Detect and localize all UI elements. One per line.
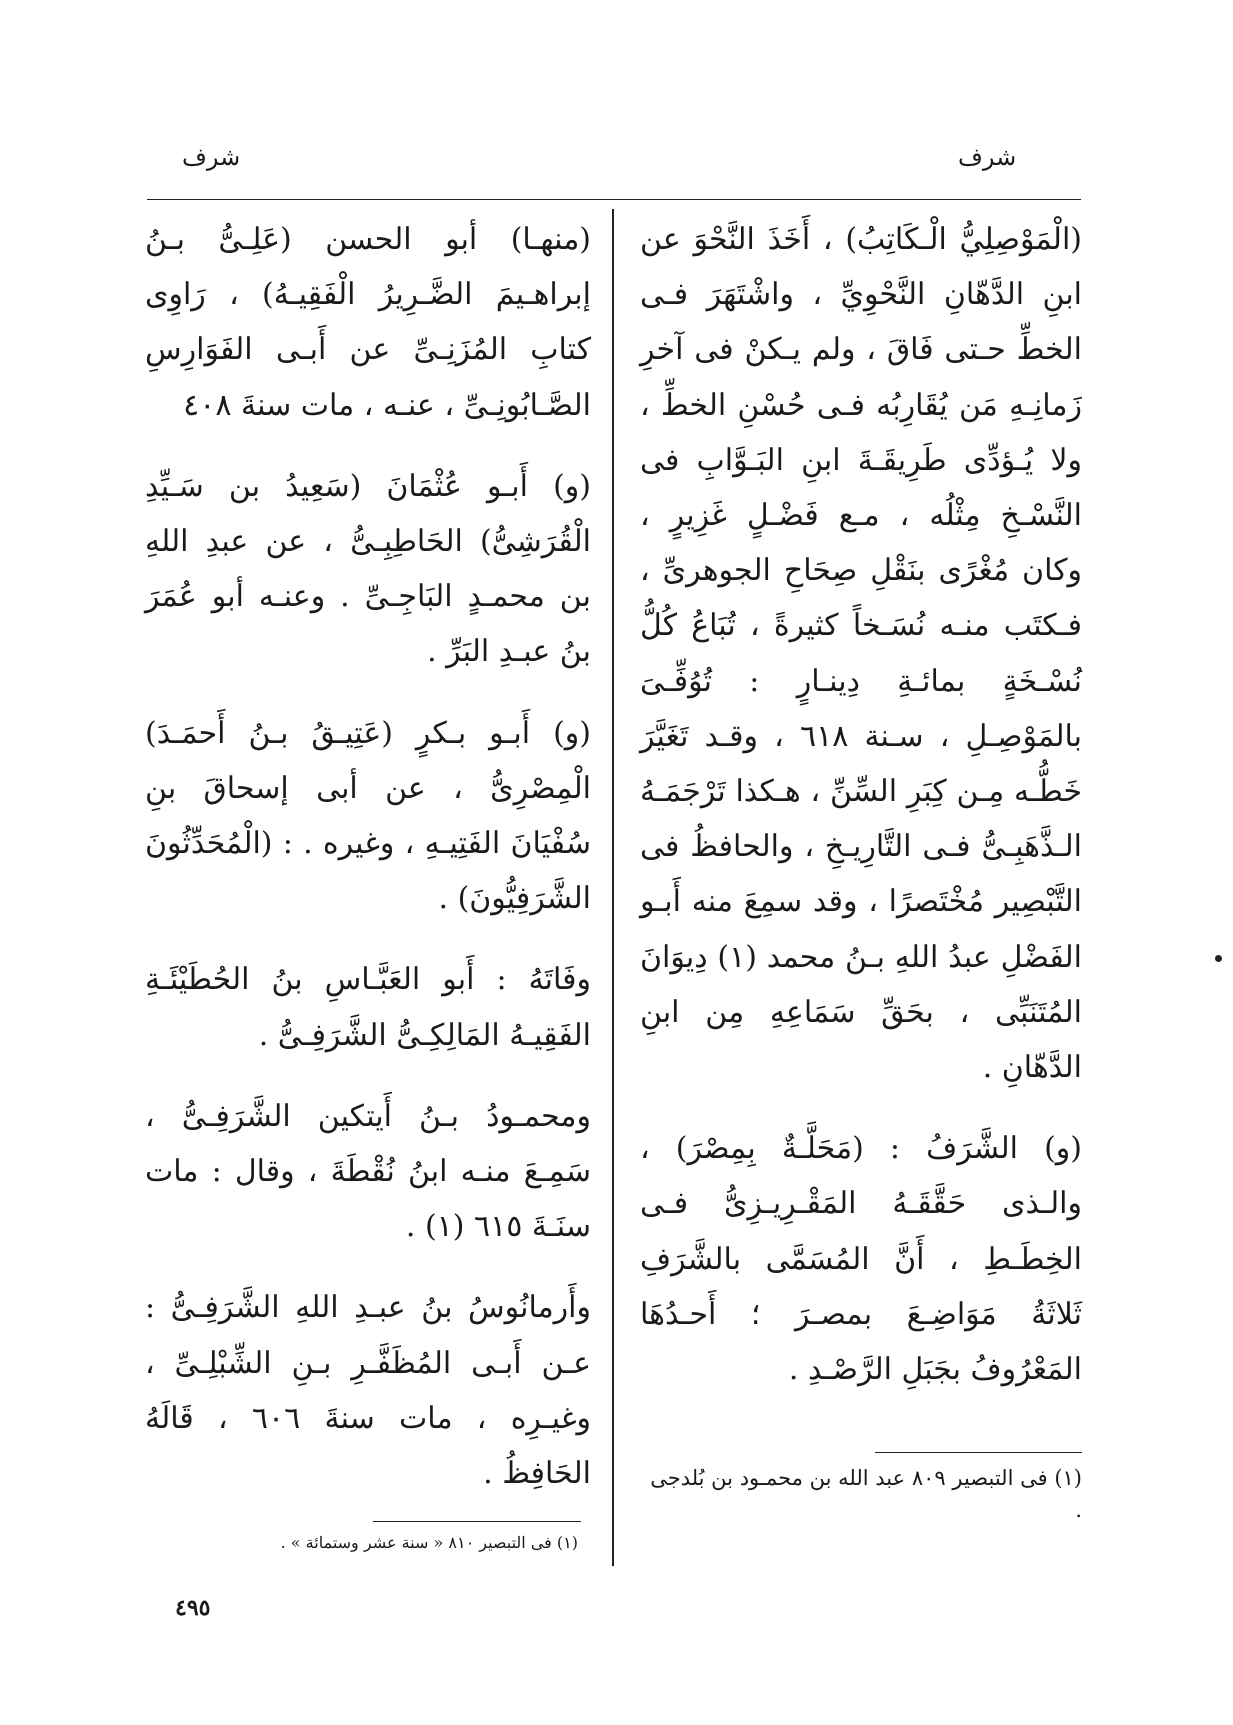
left-paragraph-5: ومحمـودُ بـنُ أَيتكين الشَّرَفِـىُّ ، سَمِـعَ منـه ابنُ نُقْطَةَ ، وقال : مات سنَـةَ ٦١٥ (١) . xyxy=(145,1098,591,1245)
footnote-rule-right xyxy=(875,1452,1082,1453)
page-number: ٤٩٥ xyxy=(175,1595,211,1621)
left-paragraph-2: (و) أَبـو عُثْمَانَ (سَعِيدُ بن سَـيِّدِ الْقُرَشِىُّ) الحَاطِبِـىُّ ، عن عبدِ اللهِ بن محمـدٍ البَاجِـىِّ . وعنـه أبو عُمَرَ بنُ عبـدِ البَرِّ . xyxy=(145,468,591,670)
left-paragraph-4: وفَاتَهُ : أَبو العَبَّـاسِ بنُ الحُطَيْئَـةِ الفَقِيـهُ المَالِكِـىُّ الشَّرَفِـىُّ . xyxy=(145,962,591,1053)
margin-dot xyxy=(1215,955,1222,962)
footnote-right: (١) فى التبصير ٨٠٩ عبد الله بن محمـود بن بُلدجى . xyxy=(650,1466,1082,1522)
left-paragraph-3: (و) أَبـو بـكرٍ (عَتِيـقُ بـنُ أَحمَـدَ) الْمِصْرِىُّ ، عن أبى إسحاقَ بنِ سُفْيَانَ الفَتِيـهِ ، وغيره . : (الْمُحَدِّثُونَ الشَّرَفِيُّونَ) . xyxy=(145,715,591,917)
left-paragraph-1: (منهـا) أبو الحسن (عَلِـىُّ بـنُ إبراهـيمَ الضَّـرِيرُ الْفَقِيـهُ) ، رَاوِى كتابِ المُزَنِـىِّ عن أَبـى الفَوَارِسِ الصَّـابُونِـىِّ ، عنـه ، مات سنةَ ٤٠٨ xyxy=(145,222,591,423)
header-rule xyxy=(147,199,1081,200)
column-divider xyxy=(612,209,614,1566)
left-paragraph-6: وأَرمانُوسُ بنُ عبـدِ اللهِ الشَّرَفِـىُّ : عـن أَبـى المُظَفَّـرِ بـنِ الشِّبْلِـىِّ ، وغيـرِه ، مات سنةَ ٦٠٦ ، قَالَهُ الحَافِظُ . xyxy=(145,1290,592,1492)
right-paragraph-1: (الْمَوْصِلِيُّ الْـكَاتِبُ) ، أَخَذَ النَّحْوَ عن ابنِ الدَّهّانِ النَّحْوِيِّ ، واشْتَهَرَ فـى الخطِّ حـتى فَاقَ ، ولم يـكنْ فى آخرِ زَمانِـهِ مَن يُقَارِبُه فـى حُسْنِ الخطِّ ، ولا يُـؤدِّى طَرِيقَـةَ ابنِ البَـوَّابِ فى النَّسْـخِ مِثْلُه ، مـع فَضْـلٍ غَزِيرٍ ، وكان مُغْرًى بنَقْلِ صِحَاحِ الجوهرىِّ ، فـكتَب منـه نُسَـخاً كثيرةً ، تُبَاعُ كُلُّ نُسْـخَةٍ بمائـةِ دِينـارٍ : تُوُفِّـىَ بالمَوْصِـلِ ، سـنة ٦١٨ ، وقـد تَغَيَّرَ خَطُّـه مِـن كِبَرِ السِّنِّ ، هـكذا تَرْجَمَـهُ الـذَّهَبِـىُّ فـى التَّارِيـخِ ، والحافظُ فى التَّبْصِير مُخْتَصرًا ، وقد سمِعَ منه أَبـو الفَضْلِ عبدُ اللهِ بـنُ محمد (١) دِيوَانَ المُتَنَبِّى ، بحَقِّ سَمَاعِهِ مِن ابنِ الدَّهّانِ . xyxy=(640,222,1082,1086)
footnote-rule-left xyxy=(373,1521,581,1522)
running-header-right: شرف xyxy=(958,143,1017,171)
right-paragraph-2: (و) الشَّرَفُ : (مَحَلَّـةٌ بِمِصْرَ) ، والـذى حَقَّقَـهُ المَقْـرِيـزِىُّ فـى الخِطَـطِ ، أَنَّ المُسَمَّى بالشَّرَفِ ثَلاثَةُ مَوَاضِـعَ بمصـرَ ؛ أَحـدُهَا المَعْرُوفُ بجَبَلِ الرَّصْـدِ . xyxy=(640,1131,1082,1388)
footnote-left: (١) فى التبصير ٨١٠ « سنة عشر وستمائة » . xyxy=(280,1533,578,1552)
left-column xyxy=(145,212,591,1501)
right-column xyxy=(640,212,1082,1397)
running-header-left: شرف xyxy=(182,143,241,171)
